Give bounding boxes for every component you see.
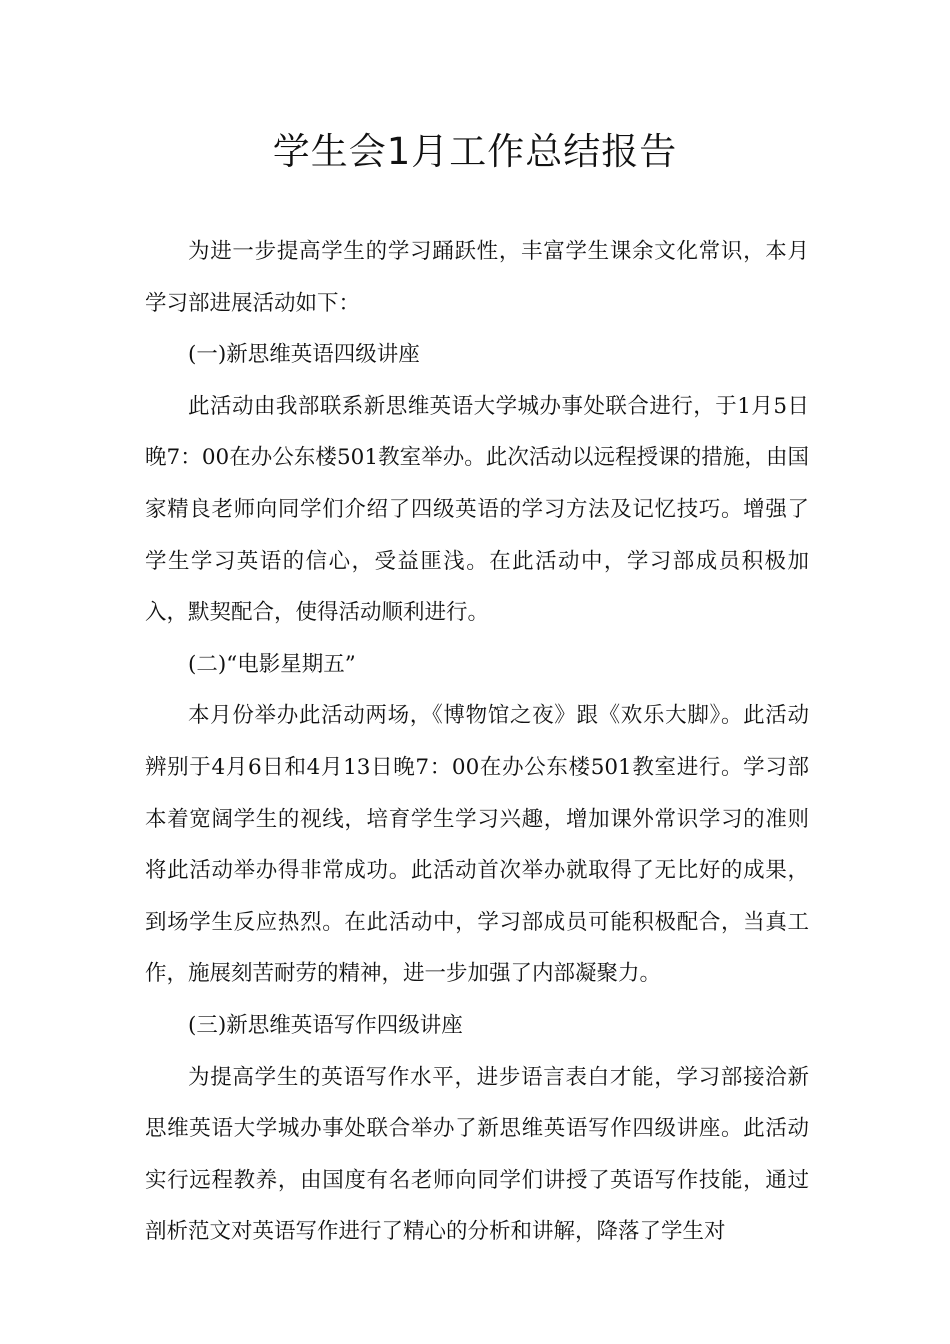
intro-paragraph: 为进一步提高学生的学习踊跃性，丰富学生课余文化常识，本月学习部进展活动如下： xyxy=(145,239,809,316)
section-paragraph-2: 本月份举办此活动两场，《博物馆之夜》跟《欢乐大脚》。此活动辨别于4月6日和4月13日晚7：00在办公东楼501教室进行。学习部本着宽阔学生的视线，培育学生学习兴趣，增加课外常识学习的准则将此活动举办得非常成功。此活动首次举办就取得了无比好的成果，到场学生反应热烈。在此活动中，学习部成员可能积极配合，当真工作，施展刻苦耐劳的精神，进一步加强了内部凝聚力。 xyxy=(145,703,809,987)
section-paragraph-3: 为提高学生的英语写作水平，进步语言表白才能，学习部接洽新思维英语大学城办事处联合举办了新思维英语写作四级讲座。此活动实行远程教养，由国度有名老师向同学们讲授了英语写作技能，通过剖析范文对英语写作进行了精心的分析和讲解，降落了学生对 xyxy=(145,1064,809,1245)
section-heading-3: (三)新思维英语写作四级讲座 xyxy=(188,1012,463,1038)
section-paragraph-1: 此活动由我部联系新思维英语大学城办事处联合进行，于1月5日晚7：00在办公东楼501教室举办。此次活动以远程授课的措施，由国家精良老师向同学们介绍了四级英语的学习方法及记忆技巧。增强了学生学习英语的信心，受益匪浅。在此活动中，学习部成员积极加入，默契配合，使得活动顺利进行。 xyxy=(145,393,809,626)
document-title: 学生会1月工作总结报告 xyxy=(272,130,678,173)
section-heading-1: (一)新思维英语四级讲座 xyxy=(188,342,420,368)
section-heading-2: (二)“电影星期五” xyxy=(188,651,356,677)
document-body xyxy=(145,226,809,1258)
